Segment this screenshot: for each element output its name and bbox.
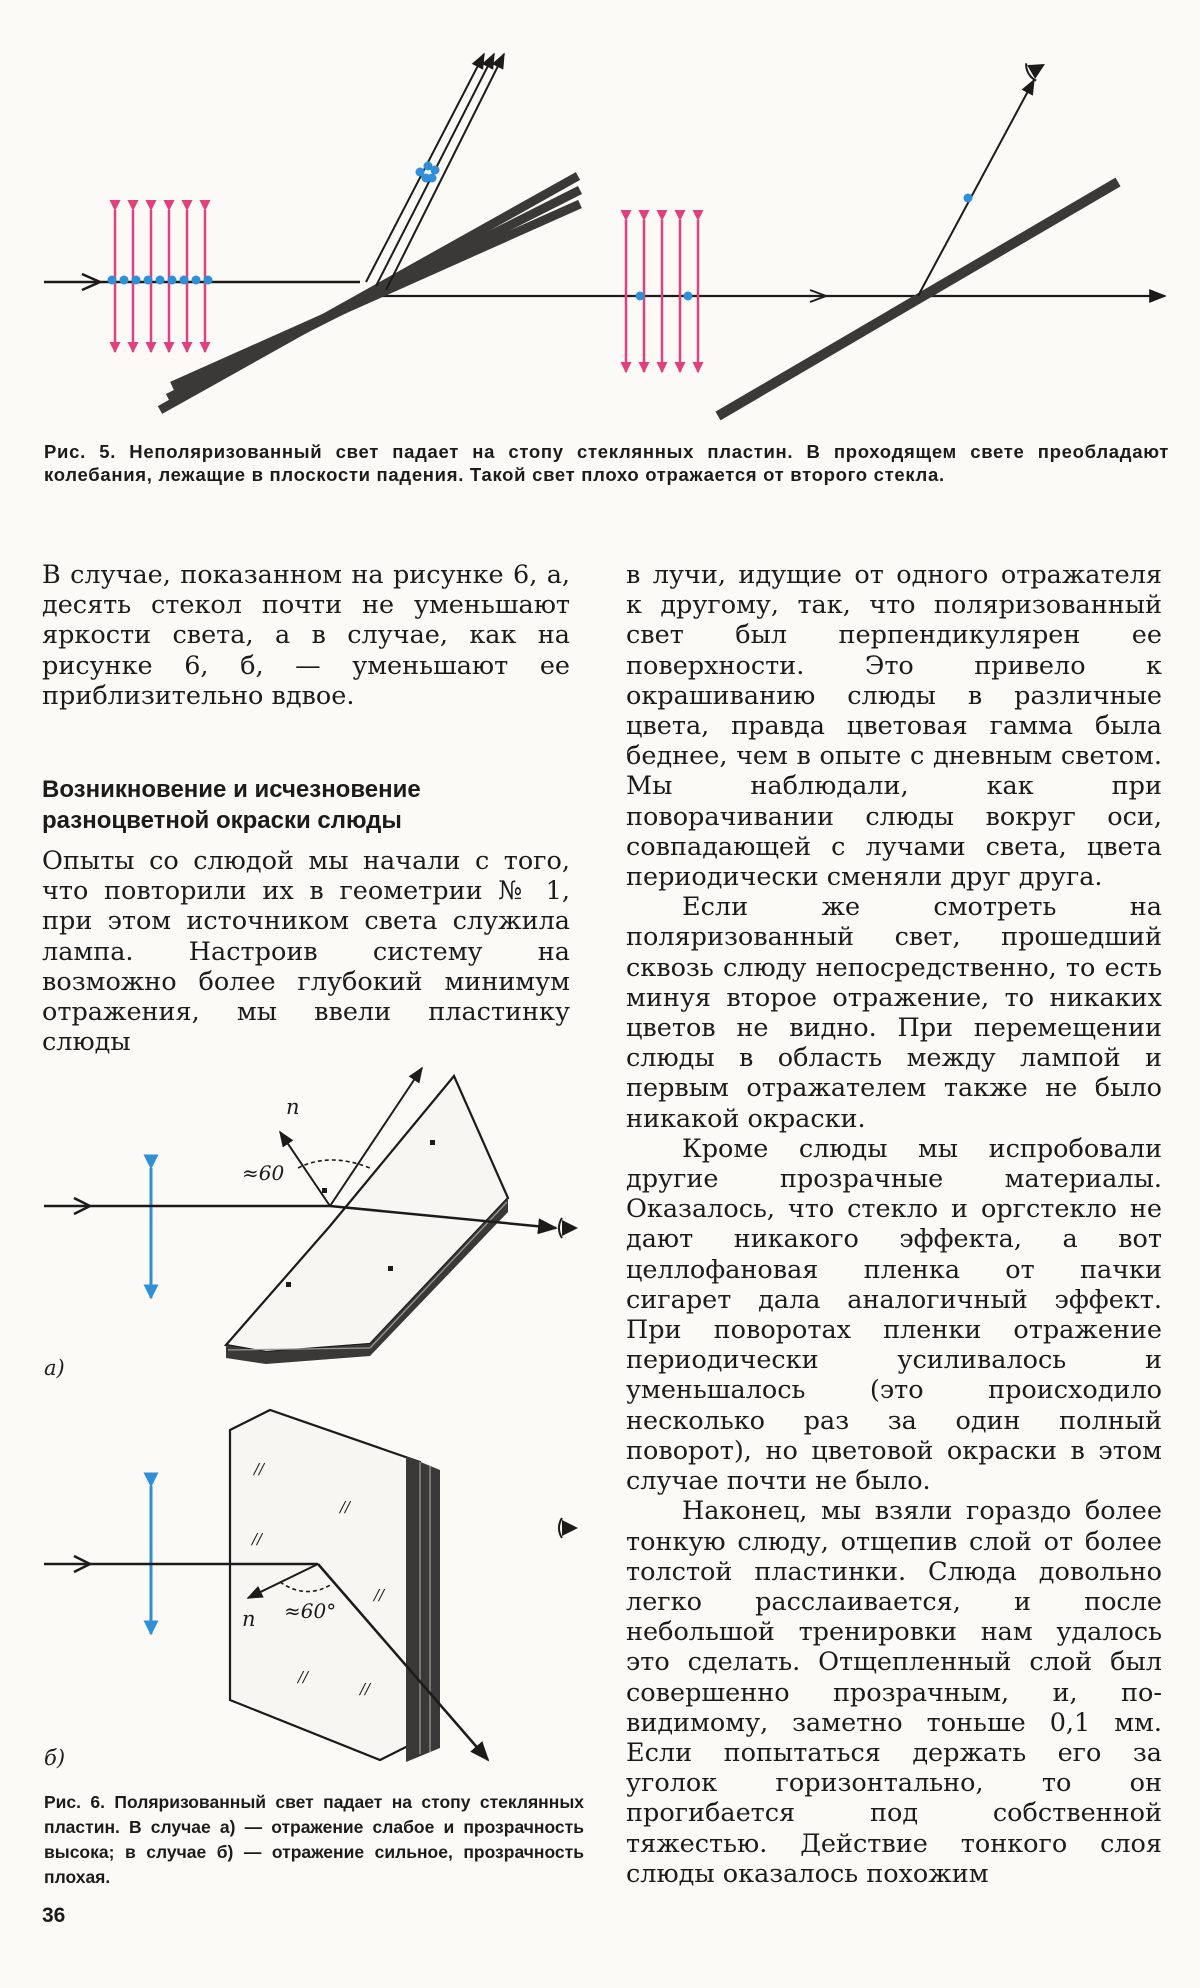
perpendicular-vibration-dots [108,276,213,285]
eye-icon [1024,55,1050,82]
right-paragraph-2: Если же смотреть на поляризованный свет, прошедший сквозь слюду непосредственно, то есть минуя второе отражение, то никаких цветов не видно. При перемещении слюды в область между лампой и первым отражателем также не было никакой окраски. [626,892,1162,1134]
eye-icon [559,1218,578,1238]
svg-text://: // [360,1680,371,1698]
right-paragraph-3: Кроме слюды мы испробовали другие прозрачные материалы. Оказалось, что стекло и оргстекло не дают никакого эффекта, а вот целлофановая пленка от пачки сигарет дала аналогичный эффект. При поворотах пленки отражение периодически усиливалось и уменьшалось (это происходило несколько раз за один полный поворот), но цветовой окраски в этом случае почти не было. [626,1133,1162,1497]
right-column [626,560,1162,1889]
svg-text://: // [252,1530,263,1548]
svg-text://: // [298,1668,309,1686]
figure-6a-label: а) [44,1356,65,1380]
right-paragraph-1: в лучи, идущие от одного отражателя к другому, так, что поляризованный свет был перпендикулярен ее поверхности. Это привело к окрашиванию слюды в различные цвета, правда цветовая гамма была беднее, чем в опыте с дневным светом. Мы наблюдали, как при поворачивании слюды вокруг оси, совпадающей с лучами света, цвета периодически сменяли друг друга. [626,560,1162,893]
left-paragraph-2: Опыты со слюдой мы начали с того, что повторили их в геометрии № 1, при этом источником света служила лампа. Настроив систему на возможно более глубокий минимум отражения, мы ввели пластинку слюды [42,846,570,1058]
vibration-dot [964,194,973,203]
vibration-dot [636,292,645,301]
svg-text://: // [374,1586,385,1604]
figure-6b-label: б) [44,1746,66,1770]
left-paragraph-1-block [42,560,570,711]
second-glass-plate [718,182,1118,416]
figure-6a-diagram [30,1050,590,1380]
figure-6-caption: Рис. 6. Поляризованный свет падает на стопу стеклянных пластин. В случае а) — отражение слабое и прозрачность высока; в случае б) — отражение сильное, прозрачность плохая. [44,1792,584,1887]
normal-label: n [242,1607,256,1631]
section-heading: Возникновение и исчезновение разноцветной окраски слюды [42,776,421,834]
figure-5-diagram [0,0,1200,440]
angle-label: ≈60° [284,1599,337,1623]
angle-label: ≈60 [242,1161,285,1185]
svg-text://: // [340,1498,351,1516]
left-paragraph-1: В случае, показанном на рисунке 6, а, десять стекол почти не уменьшают яркости света, а в случае, как на рисунке 6, б, — уменьшают ее приблизительно вдвое. [42,560,570,711]
vibration-dot [684,292,693,301]
normal-label: n [286,1095,300,1119]
page-number: 36 [42,1904,66,1927]
right-paragraph-4: Наконец, мы взяли гораздо более тонкую слюду, отщепив слой от более толстой пластинки. Слюда довольно легко расслаивается, и после небольшой тренировки нам удалось это сделать. Отщепленный слой был совершенно прозрачным, и, по-видимому, заметно тоньше 0,1 мм. Если попытаться держать его за уголок горизонтально, то он прогибается под собственной тяжестью. Действие тонкого слоя слюды оказалось похожим [626,1496,1162,1889]
glass-plate-stack [160,176,580,410]
svg-text://: // [254,1460,265,1478]
figure-6b-diagram [30,1400,590,1776]
left-paragraph-2-block [42,846,570,1057]
figure-5-caption: Рис. 5. Неполяризованный свет падает на стопу стеклянных пластин. В проходящем свете преобладают колебания, лежащие в плоскости падения. Такой свет плохо отражается от второго стекла. [44,441,1169,485]
eye-icon [559,1518,578,1538]
normal-vector [280,1132,330,1206]
